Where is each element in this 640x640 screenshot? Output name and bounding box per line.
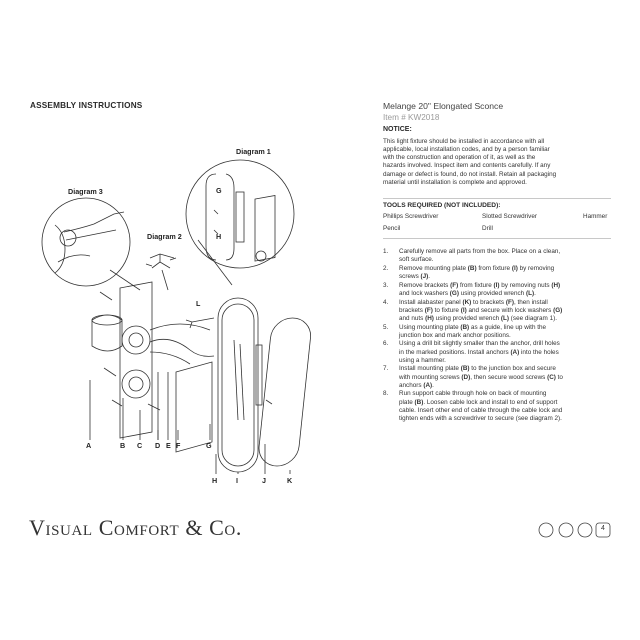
bracket-f	[176, 362, 212, 452]
step-line: junction box and mark anchor positions.	[399, 331, 511, 339]
step-line: anchors (A).	[399, 381, 434, 389]
step-number: 3.	[383, 281, 389, 289]
step-line: soft surface.	[399, 256, 434, 264]
step-line: Using a drill bit slightly smaller than the anchor, drill holes	[399, 340, 560, 348]
brand-logo: Visual Comfort & Co.	[29, 515, 242, 540]
product-name: Melange 20" Elongated Sconce	[383, 101, 504, 111]
part-label-k: K	[287, 476, 293, 485]
part-label-d: D	[155, 441, 161, 450]
diagram1-label: Diagram 1	[236, 147, 271, 156]
step-line: in the marked positions. Install anchors (A) into the holes	[399, 348, 559, 356]
mounting-plate	[120, 282, 152, 438]
notice-line: This light fixture should be installed in accordance with all	[383, 138, 545, 145]
notice-title: NOTICE:	[383, 126, 412, 133]
notice-line: with the construction and operation of it, as well as the	[383, 154, 536, 162]
step-line: and nuts (H) using provided wrench (L) (see diagram 1).	[399, 314, 557, 322]
step-line: plate (B). Loosen cable lock and install to end of support	[399, 398, 558, 406]
step-number: 1.	[383, 248, 389, 255]
step-line: cable. Insert other end of cable through the cable lock and	[399, 406, 563, 414]
part-label-e: E	[166, 441, 171, 450]
part-label-h: H	[212, 476, 218, 485]
part-label-f: F	[176, 441, 181, 450]
step-line: Install alabaster panel (K) to brackets (F), then install	[399, 298, 548, 306]
step-number: 4.	[383, 298, 389, 306]
part-label-i: I	[236, 476, 238, 485]
alabaster-panel	[257, 318, 313, 466]
step-line: brackets (F) to fixture (I) and secure with lock washers (G)	[399, 306, 563, 314]
part-label-c: C	[137, 441, 143, 450]
tool-item: Pencil	[383, 225, 401, 232]
step-number: 2.	[383, 264, 389, 272]
ul-listed-icon	[539, 523, 553, 537]
diagram1-fixture-arc	[206, 174, 216, 260]
junction-box	[92, 315, 122, 351]
step-line: tighten ends with a screwdriver to secure (see diagram 2).	[399, 414, 562, 422]
diagram1-bracket	[236, 192, 244, 242]
page-number: 4	[601, 525, 605, 532]
step-number: 8.	[383, 390, 389, 398]
step-number: 5.	[383, 323, 389, 331]
step-line: Install mounting plate (B) to the junction box and secure	[399, 365, 556, 373]
part-label-j: J	[262, 476, 266, 485]
damp-rated-icon	[559, 523, 573, 537]
step-number: 7.	[383, 365, 389, 373]
tool-item: Drill	[482, 225, 493, 232]
step-line: screws (J).	[399, 272, 431, 280]
notice-line: hazards involved. Inspect item and contents carefully. If any	[383, 162, 551, 170]
bracket-j	[256, 345, 262, 405]
step-line: Remove brackets (F) from fixture (I) by removing nuts (H)	[399, 281, 561, 289]
step-line: Run support cable through hole on back of mounting	[399, 390, 547, 398]
fixture-body	[218, 298, 258, 472]
step-line: Remove mounting plate (B) from fixture (I) by removing	[399, 264, 555, 272]
item-number: Item # KW2018	[383, 113, 440, 122]
step-line: Using mounting plate (B) as a guide, line up with the	[399, 323, 547, 331]
tools-title: TOOLS REQUIRED (NOT INCLUDED):	[383, 202, 501, 209]
notice-line: material until installation is complete and approved.	[383, 178, 527, 186]
step-number: 6.	[383, 340, 389, 348]
diagram1-part-h: H	[216, 232, 222, 241]
diagram3-label: Diagram 3	[68, 187, 103, 196]
part-label-l: L	[196, 299, 201, 308]
step-line: using a hammer.	[399, 356, 446, 364]
diagram1-circle	[186, 160, 294, 268]
tool-item: Slotted Screwdriver	[482, 213, 537, 220]
part-label-b: B	[120, 441, 126, 450]
step-line: and lock washers (G) using provided wrench (L).	[399, 289, 536, 297]
tool-item: Phillips Screwdriver	[383, 213, 439, 220]
part-label-g: G	[206, 441, 212, 450]
notice-line: damage or defect is found, do not install. Retain all packaging	[383, 170, 557, 178]
step-line: with mounting screws (D), then secure wood screws (C) to	[399, 373, 563, 381]
notice-line: applicable, local installation codes, and by a person familiar	[383, 146, 550, 154]
step-line: Carefully remove all parts from the box. Place on a clean,	[399, 248, 561, 255]
diagram1-plate	[255, 196, 275, 262]
part-label-a: A	[86, 441, 92, 450]
assembly-title: ASSEMBLY INSTRUCTIONS	[30, 101, 143, 110]
led-icon	[578, 523, 592, 537]
tool-item: Hammer	[583, 213, 608, 220]
diagram1-part-g: G	[216, 186, 222, 195]
diagram2-label: Diagram 2	[147, 232, 182, 241]
